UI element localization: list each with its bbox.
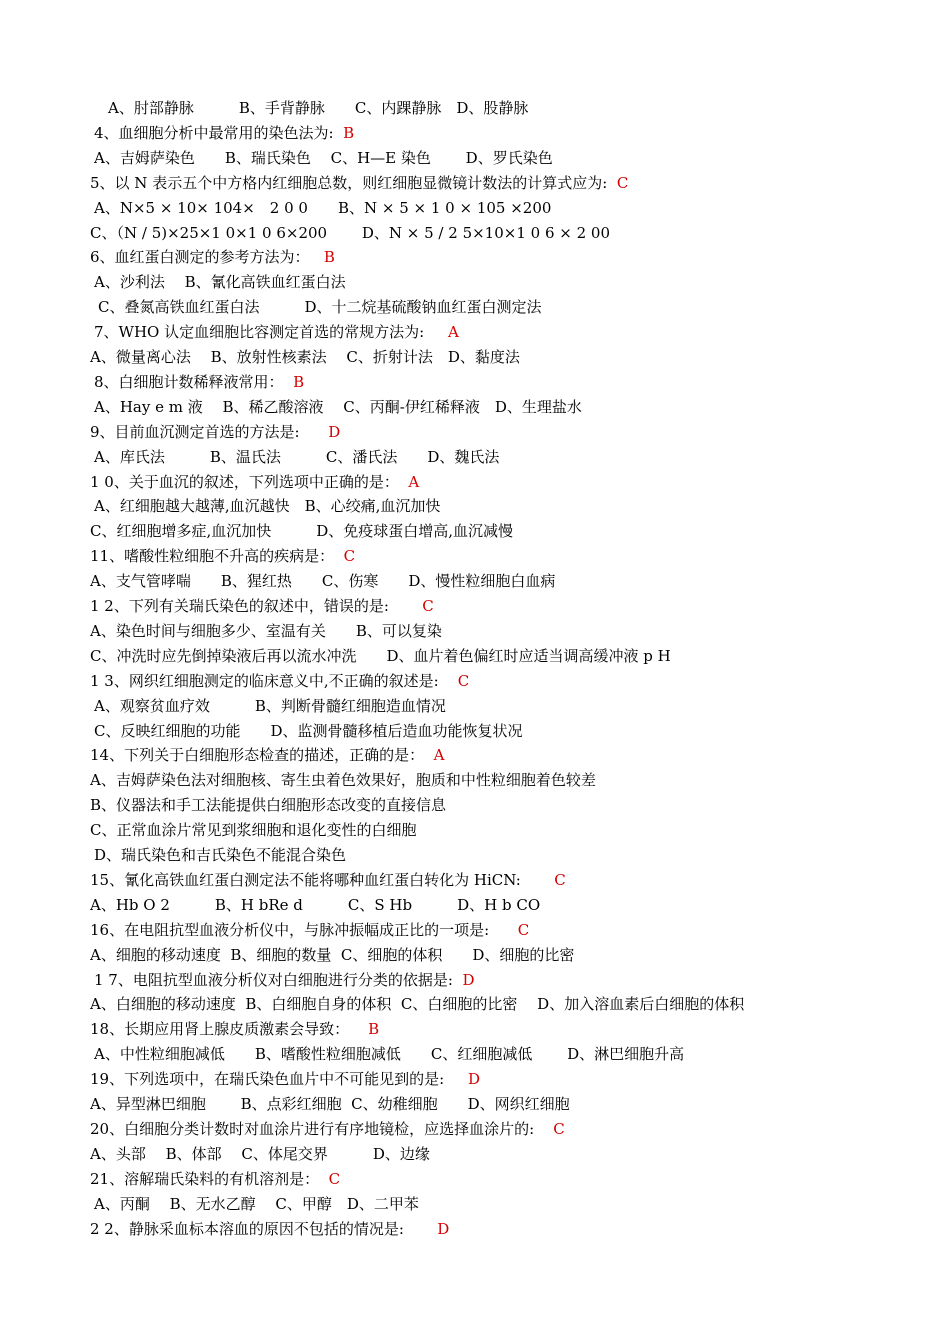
question-line: [90, 171, 910, 196]
answer-key: B: [323, 248, 335, 267]
line-text: 11、嗜酸性粒细胞不升高的疾病是：: [90, 547, 344, 566]
line-text: A、吉姆萨染色法对细胞核、寄生虫着色效果好，胞质和中性粒细胞着色较差: [90, 771, 596, 790]
option-line: [90, 943, 910, 968]
line-text: A、细胞的移动速度 B、细胞的数量 C、细胞的体积 D、细胞的比密: [90, 945, 575, 964]
line-text: B、仪器法和手工法能提供白细胞形态改变的直接信息: [90, 796, 447, 815]
line-text: C、正常血涂片常见到浆细胞和退化变性的白细胞: [90, 821, 417, 840]
line-text: A、微量离心法 B、放射性核素法 C、折射计法 D、黏度法: [90, 348, 520, 366]
line-text: A、Hay e m 液 B、稀乙酸溶液 C、丙酮-伊红稀释液 D、生理盐水: [94, 397, 582, 416]
line-text: A、中性粒细胞减低 B、嗜酸性粒细胞减低 C、红细胞减低 D、淋巴细胞升高: [94, 1045, 685, 1064]
answer-key: D: [462, 970, 475, 989]
option-line: [90, 1142, 910, 1167]
question-line: [90, 470, 910, 495]
line-text: A、沙利法 B、氰化高铁血红蛋白法: [94, 273, 346, 292]
option-line: [90, 1092, 910, 1117]
question-line: [90, 121, 910, 146]
question-line: [90, 669, 910, 694]
answer-key: D: [328, 422, 341, 441]
answer-key: C: [457, 671, 470, 690]
option-line: [90, 445, 910, 470]
option-line: [90, 644, 910, 669]
line-text: A、异型淋巴细胞 B、点彩红细胞 C、幼稚细胞 D、网织红细胞: [90, 1095, 570, 1113]
line-text: A、Hb O 2 B、H bRe d C、S Hb D、H b CO: [90, 895, 541, 914]
question-line: [90, 544, 910, 569]
line-text: A、头部 B、体部 C、体尾交界 D、边缘: [90, 1144, 430, 1163]
line-text: A、支气管哮喘 B、猩红热 C、伤寒 D、慢性粒细胞白血病: [90, 572, 556, 591]
line-text: 6、血红蛋白测定的参考方法为：: [90, 248, 324, 267]
answer-key: C: [328, 1169, 341, 1188]
answer-key: C: [343, 547, 356, 566]
answer-key: C: [422, 597, 434, 615]
question-line: [90, 918, 910, 943]
line-text: 20、白细胞分类计数时对血涂片进行有序地镜检，应选择血涂片的:: [90, 1119, 554, 1138]
option-line: [90, 196, 910, 221]
option-line: [90, 221, 910, 246]
option-line: [90, 295, 910, 320]
line-text: 1 2、下列有关瑞氏染色的叙述中，错误的是:: [90, 597, 423, 615]
line-text: C、冲洗时应先倒掉染液后再以流水冲洗 D、血片着色偏红时应适当调高缓冲液 p H: [90, 646, 671, 665]
option-line: [90, 96, 910, 121]
line-text: 4、血细胞分析中最常用的染色法为:: [94, 123, 344, 142]
question-line: [90, 594, 910, 619]
option-line: [90, 694, 910, 719]
line-text: C、红细胞增多症,血沉加快 D、免疫球蛋白增高,血沉减慢: [90, 522, 514, 541]
question-line: [90, 743, 910, 768]
question-line: [90, 245, 910, 270]
option-line: [90, 345, 910, 370]
answer-key: C: [554, 870, 566, 889]
option-line: [90, 569, 910, 594]
option-line: [90, 270, 910, 295]
answer-key: A: [448, 323, 459, 342]
answer-key: A: [408, 472, 420, 491]
option-line: [90, 1192, 910, 1217]
line-text: 16、在电阻抗型血液分析仪中，与脉冲振幅成正比的一项是:: [90, 920, 518, 939]
option-line: [90, 1042, 910, 1067]
question-line: [90, 1017, 910, 1042]
line-text: C、叠氮高铁血红蛋白法 D、十二烷基硫酸钠血红蛋白测定法: [98, 298, 542, 317]
line-text: A、丙酮 B、无水乙醇 C、甲醇 D、二甲苯: [94, 1194, 419, 1213]
line-text: A、观察贫血疗效 B、判断骨髓红细胞造血情况: [94, 696, 446, 715]
line-text: 21、溶解瑞氏染料的有机溶剂是：: [90, 1169, 329, 1188]
line-text: C、反映红细胞的功能 D、监测骨髓移植后造血功能恢复状况: [94, 721, 523, 740]
line-text: 18、长期应用肾上腺皮质激素会导致：: [90, 1020, 369, 1039]
option-line: [90, 494, 910, 519]
line-text: 5、以 N 表示五个中方格内红细胞总数，则红细胞显微镜计数法的计算式应为:: [90, 173, 617, 192]
option-line: [90, 768, 910, 793]
line-text: 19、下列选项中，在瑞氏染色血片中不可能见到的是:: [90, 1070, 468, 1089]
question-line: [90, 1217, 910, 1242]
option-line: [90, 818, 910, 843]
answer-key: D: [437, 1219, 450, 1238]
line-text: 2 2、静脉采血标本溶血的原因不包括的情况是:: [90, 1219, 438, 1238]
option-line: [90, 619, 910, 644]
option-line: [90, 793, 910, 818]
question-line: [90, 1117, 910, 1142]
option-line: [90, 719, 910, 744]
question-line: [90, 1067, 910, 1092]
line-text: 7、WHO 认定血细胞比容测定首选的常规方法为:: [94, 323, 449, 342]
option-line: [90, 893, 910, 918]
line-text: A、白细胞的移动速度 B、白细胞自身的体积 C、白细胞的比密 D、加入溶血素后白细胞的体积: [90, 995, 745, 1014]
option-line: [90, 146, 910, 171]
option-line: [90, 992, 910, 1017]
answer-key: B: [368, 1020, 380, 1039]
line-text: C、（N / 5)×25×1 0×1 0 6×200 D、N × 5 / 2 5×10×1 0 6 × 2 00: [90, 223, 611, 242]
option-line: [90, 395, 910, 420]
line-text: A、N×5 × 10× 104× 2 0 0 B、N × 5 × 1 0 × 105 ×200: [94, 198, 552, 217]
answer-key: C: [517, 920, 530, 939]
answer-key: C: [616, 173, 629, 192]
option-line: [90, 519, 910, 544]
question-line: [90, 1167, 910, 1192]
line-text: 15、氰化高铁血红蛋白测定法不能将哪种血红蛋白转化为 HiCN:: [90, 870, 555, 889]
question-line: [90, 420, 910, 445]
answer-key: B: [343, 123, 355, 142]
line-text: A、库氏法 B、温氏法 C、潘氏法 D、魏氏法: [94, 447, 500, 466]
option-line: [90, 843, 910, 868]
question-line: [90, 370, 910, 395]
line-text: D、瑞氏染色和吉氏染色不能混合染色: [94, 846, 347, 864]
question-line: [90, 320, 910, 345]
answer-key: C: [553, 1119, 565, 1138]
question-line: [90, 968, 910, 993]
answer-key: B: [293, 372, 305, 391]
line-text: 9、目前血沉测定首选的方法是:: [90, 422, 329, 441]
line-text: 1 0、关于血沉的叙述，下列选项中正确的是：: [90, 472, 409, 491]
line-text: A、吉姆萨染色 B、瑞氏染色 C、H—E 染色 D、罗氏染色: [94, 148, 553, 167]
answer-key: D: [467, 1070, 481, 1089]
line-text: 14、下列关于白细胞形态检查的描述，正确的是：: [90, 746, 434, 765]
line-text: A、肘部静脉 B、手背静脉 C、内踝静脉 D、股静脉: [108, 99, 529, 117]
answer-key: A: [433, 746, 445, 765]
line-text: A、红细胞越大越薄,血沉越快 B、心绞痛,血沉加快: [94, 497, 441, 516]
question-line: [90, 868, 910, 893]
line-text: 8、白细胞计数稀释液常用：: [94, 372, 294, 391]
line-text: 1 7、电阻抗型血液分析仪对白细胞进行分类的依据是:: [94, 970, 463, 989]
line-text: 1 3、网织红细胞测定的临床意义中,不正确的叙述是:: [90, 671, 458, 690]
line-text: A、染色时间与细胞多少、室温有关 B、可以复染: [90, 621, 442, 640]
